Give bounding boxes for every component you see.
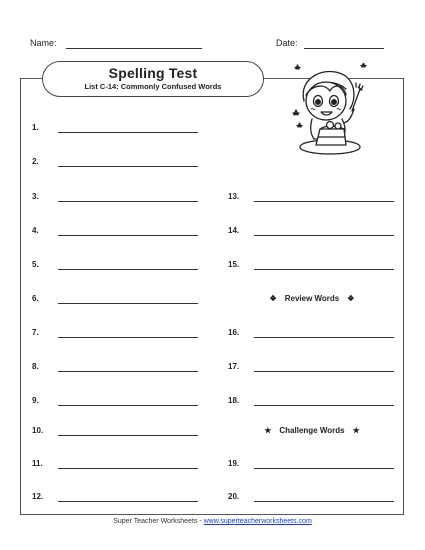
answer-line[interactable] (254, 337, 394, 338)
answer-line[interactable] (58, 269, 198, 270)
name-label: Name: (30, 38, 57, 48)
item-number: 13. (228, 192, 240, 201)
item-number: 14. (228, 226, 240, 235)
answer-line[interactable] (254, 405, 394, 406)
item-number: 16. (228, 328, 240, 337)
review-words-heading (232, 294, 392, 303)
diamond-icon: ❖ (347, 294, 355, 303)
answer-line[interactable] (58, 405, 198, 406)
date-label: Date: (276, 38, 298, 48)
girl-eating-cake-illustration (286, 63, 372, 159)
answer-line[interactable] (254, 371, 394, 372)
item-number: 10. (32, 426, 44, 435)
item-number: 1. (32, 123, 39, 132)
item-number: 12. (32, 492, 44, 501)
footer-link[interactable]: www.superteacherworksheets.com (203, 518, 312, 525)
challenge-words-label: Challenge Words (279, 426, 345, 435)
answer-line[interactable] (58, 166, 198, 167)
page-title: Spelling Test (108, 65, 198, 81)
item-number: 19. (228, 459, 240, 468)
challenge-words-heading (232, 426, 392, 435)
item-number: 8. (32, 362, 39, 371)
answer-line[interactable] (254, 235, 394, 236)
footer-text: Super Teacher Worksheets - (113, 518, 204, 525)
diamond-icon: ❖ (269, 294, 277, 303)
answer-line[interactable] (58, 132, 198, 133)
answer-line[interactable] (58, 435, 198, 436)
item-number: 5. (32, 260, 39, 269)
item-number: 17. (228, 362, 240, 371)
item-number: 6. (32, 294, 39, 303)
item-number: 2. (32, 157, 39, 166)
footer (0, 518, 425, 525)
answer-line[interactable] (58, 201, 198, 202)
page-subtitle: List C-14: Commonly Confused Words (84, 82, 222, 91)
answer-line[interactable] (58, 235, 198, 236)
answer-line[interactable] (254, 269, 394, 270)
answer-line[interactable] (58, 337, 198, 338)
item-number: 3. (32, 192, 39, 201)
item-number: 18. (228, 396, 240, 405)
answer-line[interactable] (58, 371, 198, 372)
star-icon: ★ (264, 426, 272, 435)
item-number: 11. (32, 459, 43, 468)
date-line (304, 48, 384, 49)
item-number: 20. (228, 492, 240, 501)
answer-line[interactable] (254, 501, 394, 502)
name-line (66, 48, 202, 49)
review-words-label: Review Words (284, 294, 340, 303)
item-number: 9. (32, 396, 39, 405)
item-number: 7. (32, 328, 39, 337)
answer-line[interactable] (254, 201, 394, 202)
item-number: 4. (32, 226, 39, 235)
title-box (42, 61, 264, 97)
answer-line[interactable] (58, 468, 198, 469)
answer-line[interactable] (254, 468, 394, 469)
item-number: 15. (228, 260, 240, 269)
answer-line[interactable] (58, 501, 198, 502)
answer-line[interactable] (58, 303, 198, 304)
star-icon: ★ (352, 426, 360, 435)
